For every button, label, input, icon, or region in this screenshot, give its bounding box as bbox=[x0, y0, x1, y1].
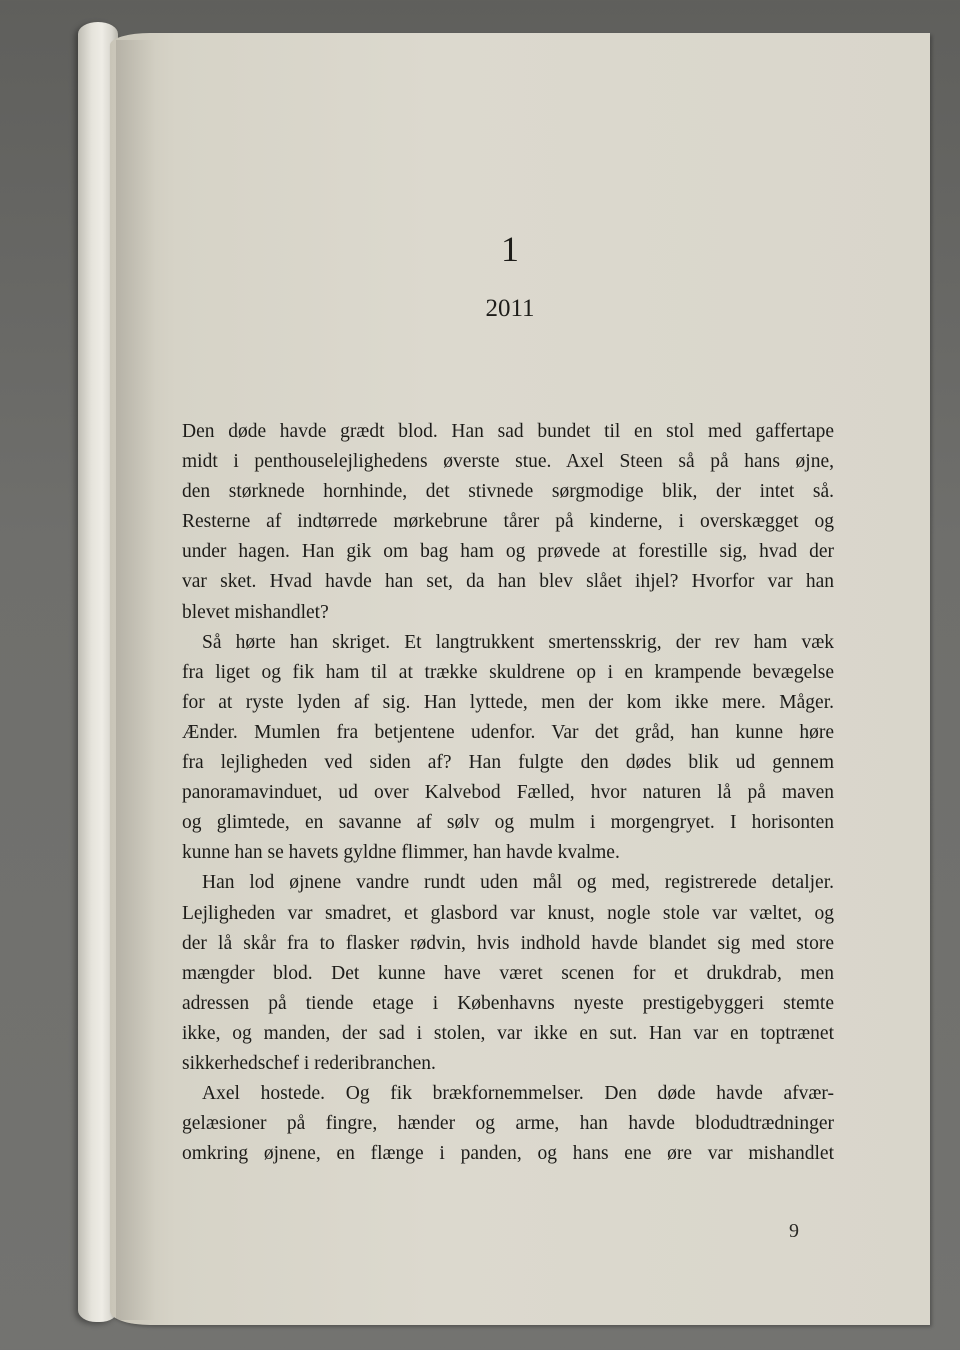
text-line: kunne han se havets gyldne flimmer, han havde kvalme. bbox=[182, 842, 620, 864]
text-line: fra liget og fik ham til at trække skuldrene op i en krampende bevægelse bbox=[182, 661, 834, 683]
text-line: den størknede hornhinde, det stivnede sørgmodige blik, der intet så. bbox=[182, 481, 834, 503]
text-line: fra lejligheden ved siden af? Han fulgte den dødes blik ud gennem bbox=[182, 752, 834, 774]
text-line: Den døde havde grædt blod. Han sad bundet til en stol med gaffertape bbox=[182, 421, 834, 442]
text-line: Ænder. Mumlen fra betjentene udenfor. Var det gråd, han kunne høre bbox=[182, 721, 834, 743]
text-line: under hagen. Han gik om bag ham og prøvede at forestille sig, hvad der bbox=[182, 541, 834, 563]
page-number: 9 bbox=[789, 1220, 799, 1242]
body-text bbox=[182, 417, 834, 1169]
chapter-number: 1 bbox=[501, 229, 519, 269]
text-line: midt i penthouselejlighedens øverste stue. Axel Steen så på hans øjne, bbox=[182, 451, 834, 473]
text-line: ikke, og manden, der sad i stolen, var ikke en sut. Han var en toptrænet bbox=[182, 1022, 834, 1044]
text-line: blevet mishandlet? bbox=[182, 601, 329, 623]
text-line: der lå skår fra to flasker rødvin, hvis indhold havde blandet sig med store bbox=[182, 932, 834, 954]
text-line: gelæsioner på fingre, hænder og arme, han havde blodudtrædninger bbox=[182, 1113, 834, 1135]
text-line: Axel hostede. Og fik brækfornemmelser. Den døde havde afvær- bbox=[202, 1083, 834, 1105]
text-line: adressen på tiende etage i Københavns nyeste prestigebyggeri stemte bbox=[182, 992, 834, 1014]
text-line: Så hørte han skriget. Et langtrukkent smertensskrig, der rev ham væk bbox=[202, 631, 834, 653]
text-line: sikkerhedschef i rederibranchen. bbox=[182, 1052, 436, 1074]
text-line: omkring øjnene, en flænge i panden, og hans ene øre var mishandlet bbox=[182, 1143, 834, 1165]
chapter-year: 2011 bbox=[485, 295, 535, 322]
text-line: var sket. Hvad havde han set, da han blev slået ihjel? Hvorfor var han bbox=[182, 571, 834, 593]
text-line: for at ryste lyden af sig. Han lyttede, men der kom ikke mere. Måger. bbox=[182, 691, 834, 713]
text-line: mængder blod. Det kunne have været scenen for et drukdrab, men bbox=[182, 962, 834, 984]
text-line: Han lod øjnene vandre rundt uden mål og med, registrerede detaljer. bbox=[202, 872, 834, 894]
text-line: Lejligheden var smadret, et glasbord var knust, nogle stole var væltet, og bbox=[182, 902, 834, 924]
text-line: Resterne af indtørrede mørkebrune tårer på kinderne, i overskægget og bbox=[182, 511, 834, 533]
text-line: og glimtede, en savanne af sølv og mulm i morgengryet. I horisonten bbox=[182, 812, 834, 834]
text-line: panoramavinduet, ud over Kalvebod Fælled, hvor naturen lå på maven bbox=[182, 782, 834, 804]
